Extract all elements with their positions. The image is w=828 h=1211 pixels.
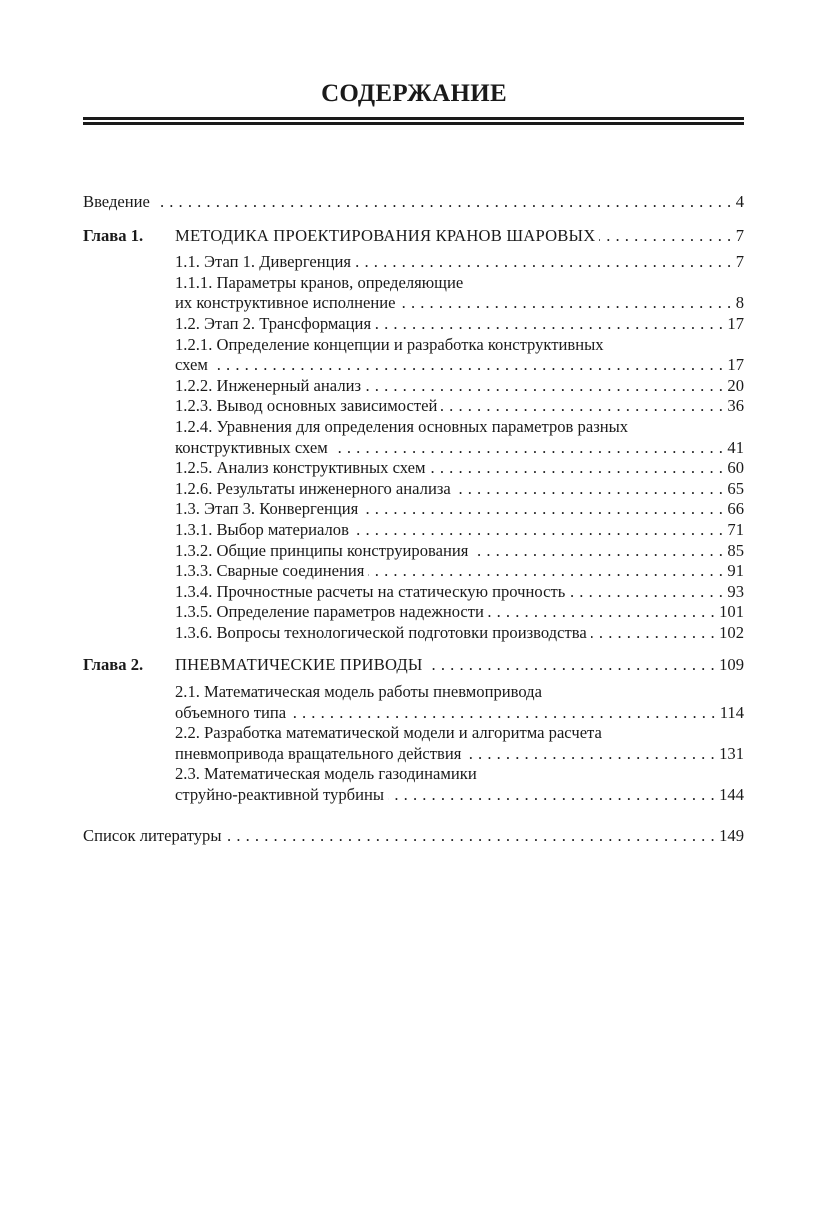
entry-text: 1.3.4. Прочностные расчеты на статическую прочность [175,581,566,601]
entry-line [175,438,744,459]
entry-text: 1.2. Этап 2. Трансформация [175,313,372,333]
entry-line [175,335,744,356]
toc-entry-section[interactable] [175,582,744,603]
entry-text: Список литературы [83,825,222,845]
entry-line [175,226,744,247]
dot-leader [375,314,723,335]
page-number: 149 [719,825,744,845]
entry-line [175,417,744,438]
dot-leader [455,479,724,500]
entry-text: 1.3.3. Сварные соединения [175,561,365,581]
entry-line [175,541,744,562]
page-number: 7 [735,225,744,245]
entry-line [175,764,744,785]
page-number: 71 [727,519,744,539]
toc-entry-section[interactable] [175,602,744,623]
page-number: 66 [727,499,744,519]
entry-text: 1.3.1. Выбор материалов [175,519,349,539]
dot-leader [427,655,716,676]
entry-line [175,520,744,541]
dot-leader [465,744,715,765]
page-number: 20 [727,375,744,395]
toc-entry-section[interactable] [175,314,744,335]
entry-line [175,602,744,623]
title-rule-top [83,117,744,120]
entry-line [175,785,744,806]
toc-entry-section[interactable] [175,520,744,541]
page-number: 93 [727,581,744,601]
toc-entry-section[interactable] [175,764,744,805]
entry-line [175,682,744,703]
entry-line [175,376,744,397]
entry-text: 2.2. Разработка математической модели и алгоритма расчета [175,723,602,743]
page-number: 85 [727,540,744,560]
toc-entry-section[interactable] [175,252,744,273]
entry-text: 1.1. Этап 1. Дивергенция [175,252,352,272]
toc-entry-section[interactable] [175,682,744,723]
chapter-label: Глава 2. [83,655,144,675]
dot-leader [226,826,716,847]
page-number: 17 [727,313,744,333]
entry-text: 2.1. Математическая модель работы пневмопривода [175,682,542,702]
entry-line [175,273,744,294]
page-number: 8 [735,293,744,313]
title-rule-bottom [83,122,744,125]
page-number: 36 [727,396,744,416]
entry-text: 1.2.3. Вывод основных зависимостей [175,396,438,416]
dot-leader [290,703,716,724]
dot-leader [591,623,715,644]
entry-line [175,314,744,335]
entry-line [83,192,744,213]
toc-entry-section[interactable] [175,561,744,582]
page-number: 131 [719,743,744,763]
entry-line [175,623,744,644]
page-number: 101 [719,602,744,622]
entry-line [175,561,744,582]
chapter-label: Глава 1. [83,225,144,245]
page-number: 4 [735,192,744,211]
dot-leader [388,785,715,806]
entry-line [83,826,744,847]
entry-line [175,744,744,765]
entry-line [175,723,744,744]
entry-text: 1.2.1. Определение концепции и разработка конструктивных [175,334,604,354]
entry-text: объемного типа [175,702,287,722]
entry-text: их конструктивное исполнение [175,293,396,313]
toc-entry-section[interactable] [175,335,744,376]
chapter-2 [83,655,744,805]
dot-leader [154,192,732,213]
dot-leader [472,541,723,562]
entry-text: струйно-реактивной турбины [175,785,385,805]
entry-line [175,479,744,500]
toc-entry-chapter-heading[interactable] [175,226,744,247]
dot-leader [441,396,723,417]
toc-entry-section[interactable] [175,623,744,644]
entry-line [175,458,744,479]
toc-entry-chapter-heading[interactable] [175,655,744,676]
page-number: 114 [719,702,744,722]
toc-entry-section[interactable] [175,376,744,397]
entry-text: Введение [83,192,150,211]
entry-text: 1.3. Этап 3. Конвергенция [175,499,359,519]
entry-line [175,293,744,314]
chapter-body [175,655,744,805]
dot-leader [569,582,723,603]
page-number: 91 [727,561,744,581]
toc-entry-section[interactable] [175,458,744,479]
entry-line [175,252,744,273]
entry-text: МЕТОДИКА ПРОЕКТИРОВАНИЯ КРАНОВ ШАРОВЫХ [175,225,596,245]
dot-leader [353,520,723,541]
entry-line [175,355,744,376]
entry-line [175,703,744,724]
table-of-contents [83,192,744,846]
chapter-1 [83,226,744,644]
page-title: СОДЕРЖАНИЕ [321,80,507,107]
entry-text: ПНЕВМАТИЧЕСКИЕ ПРИВОДЫ [175,655,423,675]
dot-leader [332,438,724,459]
dot-leader [488,602,715,623]
page-number: 65 [727,478,744,498]
entry-text: 1.2.5. Анализ конструктивных схем [175,458,426,478]
toc-entry-section[interactable] [175,479,744,500]
entry-text: схем [175,355,208,375]
dot-leader [365,376,723,397]
dot-leader [212,355,724,376]
entry-text: 1.3.2. Общие принципы конструирования [175,540,469,560]
entry-text: конструктивных схем [175,437,328,457]
toc-entry-section[interactable] [175,417,744,458]
toc-entry-section[interactable] [175,396,744,417]
entry-text: 1.2.6. Результаты инженерного анализа [175,478,451,498]
entry-line [175,499,744,520]
entry-text: 2.3. Математическая модель газодинамики [175,764,477,784]
toc-entry-intro[interactable] [83,192,744,213]
page-number: 41 [727,437,744,457]
chapter-body [175,226,744,644]
page-number: 102 [719,622,744,642]
dot-leader [599,226,731,247]
toc-entry-section[interactable] [175,273,744,314]
toc-entry-section[interactable] [175,723,744,764]
entry-line [175,396,744,417]
entry-text: 1.3.5. Определение параметров надежности [175,602,484,622]
toc-entry-section[interactable] [175,499,744,520]
dot-leader [430,458,724,479]
toc-entry-section[interactable] [175,541,744,562]
page-number: 109 [719,655,744,675]
page-number: 7 [735,252,744,272]
dot-leader [355,252,732,273]
entry-text: 1.2.2. Инженерный анализ [175,375,362,395]
dot-leader [399,293,731,314]
page-number: 144 [719,785,744,805]
dot-leader [368,561,723,582]
entry-text: 1.1.1. Параметры кранов, определяющие [175,272,464,292]
entry-line [175,582,744,603]
toc-entry-literature[interactable] [83,826,744,847]
dot-leader [362,499,723,520]
entry-text: пневмопривода вращательного действия [175,743,462,763]
entry-line [175,655,744,676]
page-number: 60 [727,458,744,478]
entry-text: 1.3.6. Вопросы технологической подготовки производства [175,622,587,642]
page-number: 17 [727,355,744,375]
entry-text: 1.2.4. Уравнения для определения основных параметров разных [175,416,629,436]
